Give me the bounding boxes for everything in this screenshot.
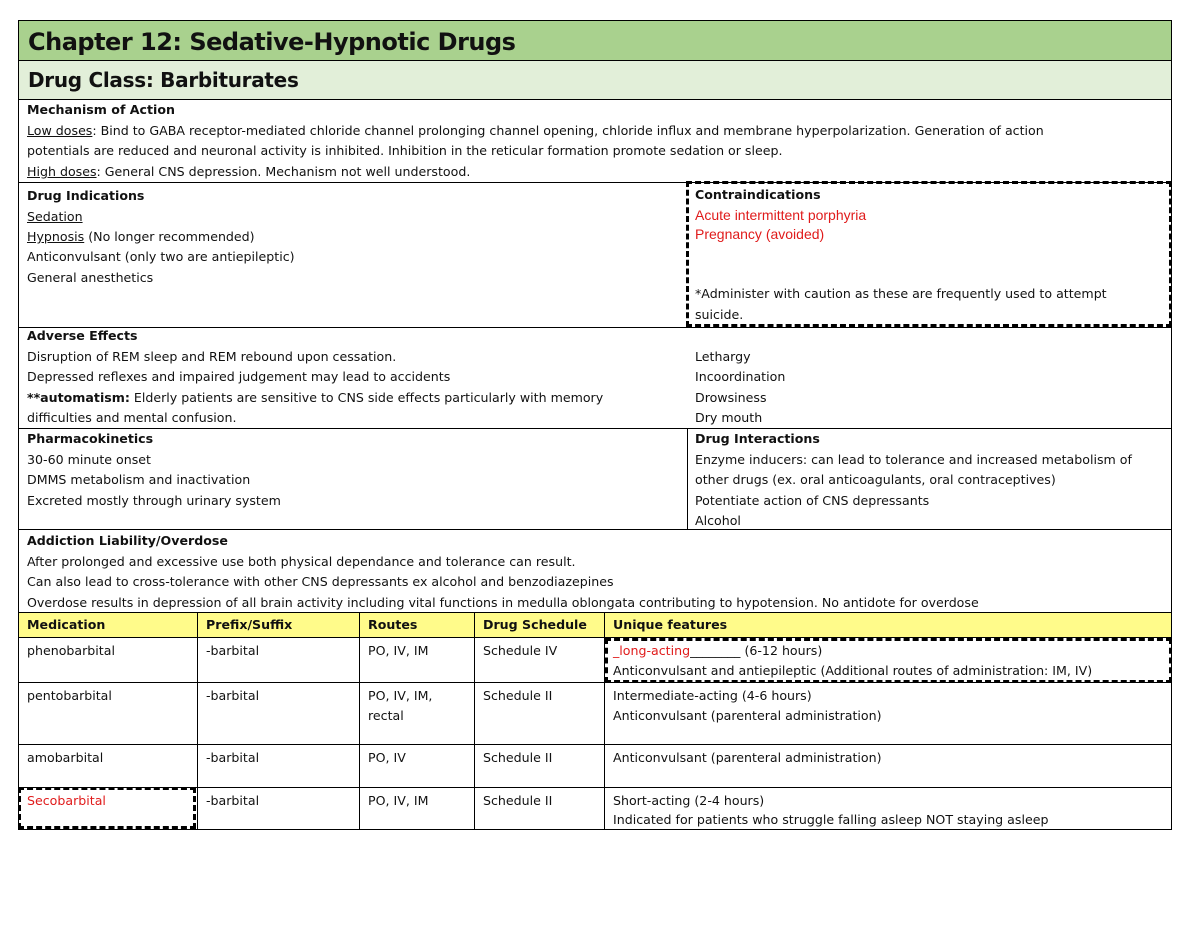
mechanism-low-dose: Low doses: Bind to GABA receptor-mediated chloride channel prolonging channel opening, chloride influx and membrane hyperpolarization. Generation of action bbox=[27, 123, 1044, 138]
cell-features: Intermediate-acting (4-6 hours) Anticonvulsant (parenteral administration) bbox=[604, 682, 1172, 745]
adverse-item: Depressed reflexes and impaired judgement may lead to accidents bbox=[27, 369, 451, 384]
pk-item: 30-60 minute onset bbox=[27, 452, 151, 467]
feature-line: Anticonvulsant and antiepileptic (Additional routes of administration: IM, IV) bbox=[613, 663, 1093, 678]
cell-schedule: Schedule II bbox=[474, 682, 605, 745]
contraindication-note-cont: suicide. bbox=[695, 307, 744, 322]
indications-heading: Drug Indications bbox=[27, 188, 145, 203]
indication-item: Anticonvulsant (only two are antiepileptic) bbox=[27, 249, 295, 264]
mechanism-high-dose: High doses: General CNS depression. Mechanism not well understood. bbox=[27, 164, 471, 179]
table-row: amobarbital bbox=[18, 744, 198, 788]
interaction-item-cont: other drugs (ex. oral anticoagulants, oral contraceptives) bbox=[695, 472, 1056, 487]
mechanism-section bbox=[18, 99, 1172, 183]
cell-schedule: Schedule II bbox=[474, 744, 605, 788]
cell-prefix: -barbital bbox=[197, 744, 360, 788]
contraindications-heading: Contraindications bbox=[695, 187, 821, 202]
contraindication-item: Pregnancy (avoided) bbox=[695, 226, 825, 242]
mechanism-heading: Mechanism of Action bbox=[27, 102, 175, 117]
adverse-item: Disruption of REM sleep and REM rebound upon cessation. bbox=[27, 349, 397, 364]
table-row: pentobarbital bbox=[18, 682, 198, 745]
cell-routes: PO, IV, IM bbox=[359, 637, 475, 683]
adverse-heading: Adverse Effects bbox=[27, 328, 138, 343]
cell-routes: PO, IV, IM bbox=[359, 787, 475, 830]
cell-prefix: -barbital bbox=[197, 682, 360, 745]
table-row: phenobarbital bbox=[18, 637, 198, 683]
feature-line: _long-acting________ (6-12 hours) bbox=[613, 643, 823, 658]
interaction-item: Potentiate action of CNS depressants bbox=[695, 493, 930, 508]
addiction-item: Overdose results in depression of all brain activity including vital functions in medulla oblongata contributing to hypotension. No antidote for overdose bbox=[27, 595, 979, 610]
adverse-symptom: Lethargy bbox=[695, 349, 751, 364]
contraindication-note: *Administer with caution as these are frequently used to attempt bbox=[695, 286, 1107, 301]
addiction-section bbox=[18, 529, 1172, 613]
drug-class-bar bbox=[18, 60, 1172, 100]
th-prefix: Prefix/Suffix bbox=[197, 612, 360, 638]
cell-features: Short-acting (2-4 hours) Indicated for patients who struggle falling asleep NOT staying asleep bbox=[604, 787, 1172, 830]
cell-features: Anticonvulsant (parenteral administration) bbox=[604, 744, 1172, 788]
pharmacokinetics-row bbox=[18, 428, 1172, 530]
addiction-item: Can also lead to cross-tolerance with other CNS depressants ex alcohol and benzodiazepines bbox=[27, 574, 614, 589]
adverse-effects-section bbox=[18, 327, 1172, 429]
th-routes: Routes bbox=[359, 612, 475, 638]
cell-schedule: Schedule IV bbox=[474, 637, 605, 683]
th-schedule: Drug Schedule bbox=[474, 612, 605, 638]
adverse-symptom: Incoordination bbox=[695, 369, 786, 384]
th-features: Unique features bbox=[604, 612, 1172, 638]
contraindications-highlight bbox=[686, 181, 1172, 327]
adverse-item: **automatism: Elderly patients are sensitive to CNS side effects particularly with memory bbox=[27, 390, 604, 405]
features-highlight bbox=[605, 638, 1172, 683]
cell-schedule: Schedule II bbox=[474, 787, 605, 830]
cell-routes: PO, IV bbox=[359, 744, 475, 788]
title-bar bbox=[18, 20, 1172, 61]
contraindication-item: Acute intermittent porphyria bbox=[695, 207, 867, 223]
cell-prefix: -barbital bbox=[197, 637, 360, 683]
addiction-item: After prolonged and excessive use both physical dependance and tolerance can result. bbox=[27, 554, 576, 569]
interactions-heading: Drug Interactions bbox=[695, 431, 820, 446]
interaction-item: Enzyme inducers: can lead to tolerance and increased metabolism of bbox=[695, 452, 1132, 467]
adverse-symptom: Drowsiness bbox=[695, 390, 767, 405]
adverse-item-cont: difficulties and mental confusion. bbox=[27, 410, 237, 425]
secobarbital-highlight bbox=[18, 787, 196, 829]
column-divider bbox=[687, 428, 688, 530]
mechanism-low-dose-cont: potentials are reduced and neuronal activity is inhibited. Inhibition in the reticular formation promote sedation or sleep. bbox=[27, 143, 783, 158]
indication-item: Sedation bbox=[27, 209, 83, 224]
adverse-symptom: Dry mouth bbox=[695, 410, 763, 425]
indication-item: General anesthetics bbox=[27, 270, 154, 285]
table-row: Secobarbital bbox=[18, 787, 198, 830]
addiction-heading: Addiction Liability/Overdose bbox=[27, 533, 228, 548]
pharmacokinetics-heading: Pharmacokinetics bbox=[27, 431, 154, 446]
drug-class-title: Drug Class: Barbiturates bbox=[28, 68, 299, 92]
cell-prefix: -barbital bbox=[197, 787, 360, 830]
th-medication: Medication bbox=[18, 612, 198, 638]
cell-routes: PO, IV, IM, rectal bbox=[359, 682, 475, 745]
page-title: Chapter 12: Sedative-Hypnotic Drugs bbox=[28, 28, 516, 56]
pk-item: Excreted mostly through urinary system bbox=[27, 493, 281, 508]
pk-item: DMMS metabolism and inactivation bbox=[27, 472, 251, 487]
interaction-item: Alcohol bbox=[695, 513, 741, 528]
indication-item: Hypnosis (No longer recommended) bbox=[27, 229, 255, 244]
